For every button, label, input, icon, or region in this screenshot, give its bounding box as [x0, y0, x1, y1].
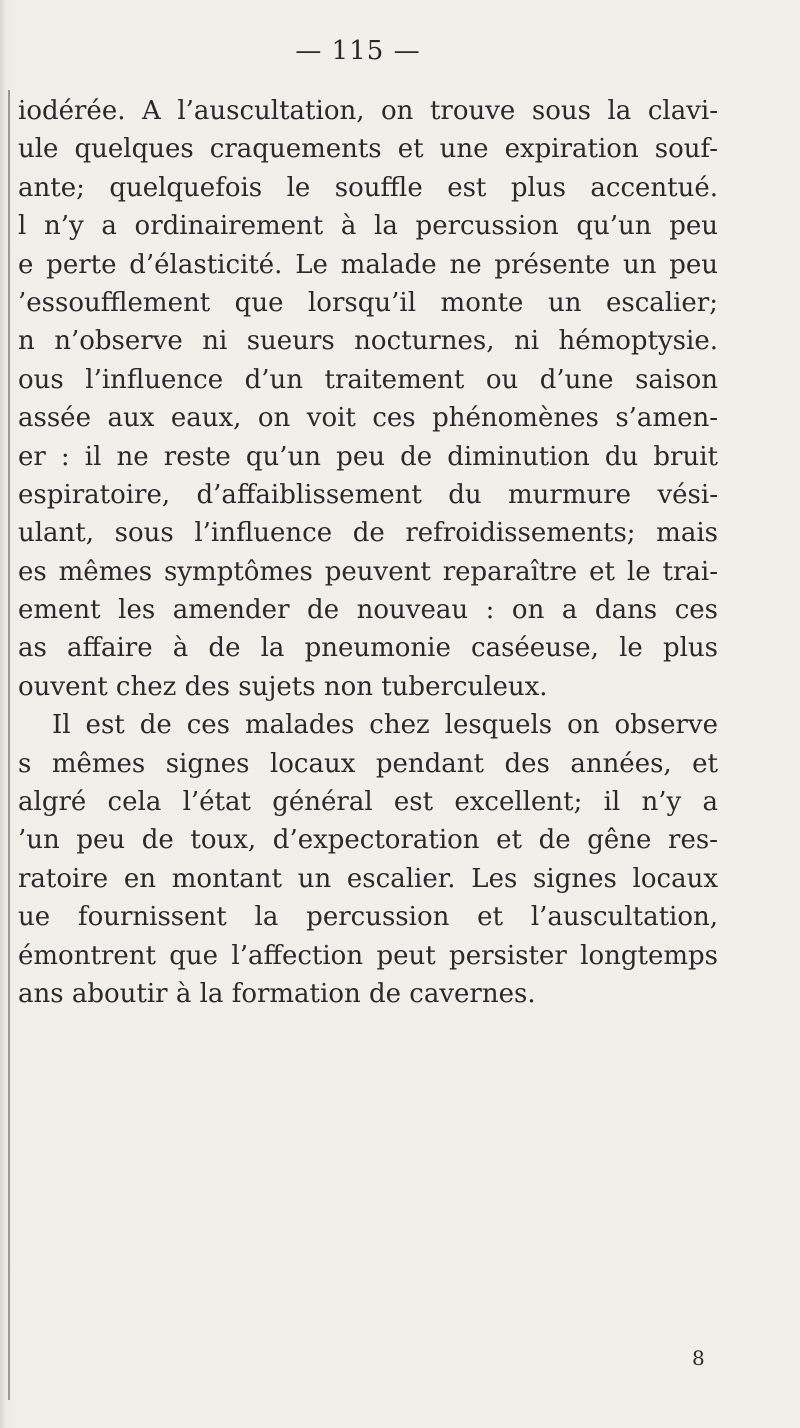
text-line: s mêmes signes locaux pendant des années, et: [18, 748, 718, 779]
text-line: ue fournissent la percussion et l’auscultation,: [18, 902, 718, 933]
text-line: ratoire en montant un escalier. Les signes locaux: [18, 863, 718, 894]
signature-mark: 8: [692, 1346, 705, 1370]
text-line: espiratoire, d’affaiblissement du murmure vési-: [18, 479, 718, 510]
binding-shadow-line: [8, 90, 10, 1400]
text-line: algré cela l’état général est excellent; il n’y a: [18, 787, 718, 818]
text-line: es mêmes symptômes peuvent reparaître et le trai-: [18, 556, 718, 587]
text-line: e perte d’élasticité. Le malade ne présente un peu: [18, 249, 718, 280]
text-line: assée aux eaux, on voit ces phénomènes s’amen-: [18, 403, 718, 434]
body-text: [18, 92, 718, 1013]
text-line: ule quelques craquements et une expiration souf-: [18, 134, 718, 165]
text-line: as affaire à de la pneumonie caséeuse, le plus: [18, 633, 718, 664]
text-line: er : il ne reste qu’un peu de diminution du bruit: [18, 441, 718, 472]
text-line: Il est de ces malades chez lesquels on observe: [52, 710, 718, 741]
text-line: ous l’influence d’un traitement ou d’une saison: [18, 364, 718, 395]
page-number: — 115 —: [295, 36, 421, 66]
text-line: ement les amender de nouveau : on a dans ces: [18, 595, 718, 626]
text-line: émontrent que l’affection peut persister longtemps: [18, 940, 718, 971]
text-line: ’essoufflement que lorsqu’il monte un escalier;: [18, 287, 718, 318]
text-line: l n’y a ordinairement à la percussion qu’un peu: [18, 211, 718, 242]
text-line: ouvent chez des sujets non tuberculeux.: [18, 671, 548, 702]
text-line: ans aboutir à la formation de cavernes.: [18, 978, 536, 1009]
text-line: n n’observe ni sueurs nocturnes, ni hémoptysie.: [18, 326, 718, 357]
text-line: ulant, sous l’influence de refroidissements; mais: [18, 518, 718, 549]
text-line: ante; quelquefois le souffle est plus accentué.: [18, 172, 718, 203]
text-line: iodérée. A l’auscultation, on trouve sous la clavi-: [18, 96, 718, 126]
text-line: ’un peu de toux, d’expectoration et de gêne res-: [18, 825, 718, 856]
